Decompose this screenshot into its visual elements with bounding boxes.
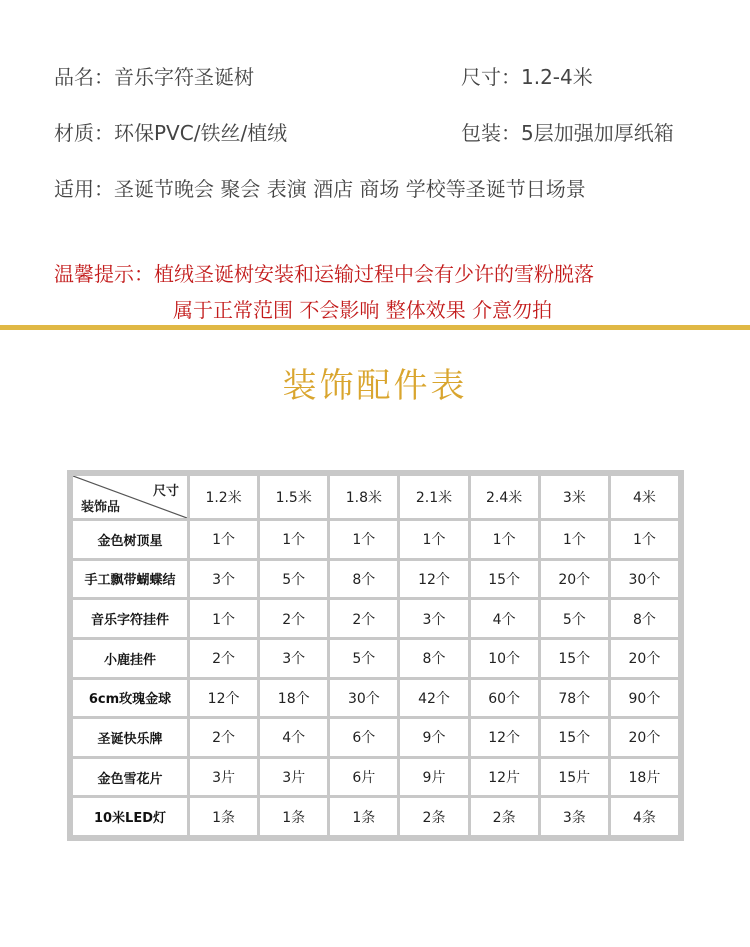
usage-label: 适用： <box>54 177 114 201</box>
table-cell: 90个 <box>611 680 678 717</box>
section-title: 装饰配件表 <box>282 366 468 406</box>
table-cell: 78个 <box>541 680 608 717</box>
notice-line-1: 温馨提示：植绒圣诞树安装和运输过程中会有少许的雪粉脱落 <box>54 262 594 286</box>
table-corner-cell <box>73 476 187 518</box>
table-cell: 3个 <box>400 600 467 637</box>
table-cell: 3个 <box>190 561 257 598</box>
table-cell: 8个 <box>611 600 678 637</box>
table-cell: 1个 <box>611 521 678 558</box>
column-header: 2.1米 <box>400 476 467 518</box>
usage-line <box>54 173 586 202</box>
table-cell: 6片 <box>330 759 397 796</box>
table-cell: 10个 <box>471 640 538 677</box>
table-cell: 12个 <box>190 680 257 717</box>
table-cell: 15个 <box>541 640 608 677</box>
column-header: 1.2米 <box>190 476 257 518</box>
table-row <box>73 719 678 756</box>
table-cell: 42个 <box>400 680 467 717</box>
table-cell: 1个 <box>260 521 327 558</box>
table-row <box>73 759 678 796</box>
row-item-name: 金色树顶星 <box>73 521 187 558</box>
table-cell: 18个 <box>260 680 327 717</box>
package-line <box>461 117 674 146</box>
size-value: 1.2-4米 <box>521 65 593 89</box>
size-label: 尺寸： <box>461 65 521 89</box>
table-cell: 60个 <box>471 680 538 717</box>
table-row <box>73 600 678 637</box>
row-item-name: 6cm玫瑰金球 <box>73 680 187 717</box>
usage-value: 圣诞节晚会 聚会 表演 酒店 商场 学校等圣诞节日场景 <box>114 177 586 201</box>
name-label: 品名： <box>54 65 114 89</box>
notice-line-2: 属于正常范围 不会影响 整体效果 介意勿拍 <box>173 298 553 322</box>
table-cell: 3片 <box>260 759 327 796</box>
corner-item-label: 装饰品 <box>81 500 121 515</box>
row-item-name: 音乐字符挂件 <box>73 600 187 637</box>
table-cell: 5个 <box>541 600 608 637</box>
column-header: 4米 <box>611 476 678 518</box>
table-cell: 3条 <box>541 798 608 835</box>
table-cell: 2条 <box>400 798 467 835</box>
table-row <box>73 680 678 717</box>
table-cell: 8个 <box>330 561 397 598</box>
corner-size-label: 尺寸 <box>152 484 179 499</box>
table-cell: 1个 <box>190 521 257 558</box>
table-cell: 1个 <box>330 521 397 558</box>
table-cell: 30个 <box>611 561 678 598</box>
row-item-name: 小鹿挂件 <box>73 640 187 677</box>
table-cell: 4个 <box>471 600 538 637</box>
accessory-table-frame <box>67 470 684 841</box>
table-cell: 12个 <box>400 561 467 598</box>
table-cell: 1条 <box>190 798 257 835</box>
table-cell: 2个 <box>330 600 397 637</box>
table-header-row <box>73 476 678 518</box>
row-item-name: 10米LED灯 <box>73 798 187 835</box>
table-cell: 9个 <box>400 719 467 756</box>
table-cell: 20个 <box>611 719 678 756</box>
table-cell: 18片 <box>611 759 678 796</box>
table-cell: 2个 <box>260 600 327 637</box>
table-cell: 12片 <box>471 759 538 796</box>
table-row <box>73 798 678 835</box>
package-label: 包装： <box>461 121 521 145</box>
table-cell: 20个 <box>541 561 608 598</box>
table-cell: 1个 <box>190 600 257 637</box>
table-row <box>73 561 678 598</box>
table-cell: 2个 <box>190 719 257 756</box>
row-item-name: 手工飘带蝴蝶结 <box>73 561 187 598</box>
column-header: 1.8米 <box>330 476 397 518</box>
table-cell: 30个 <box>330 680 397 717</box>
table-cell: 1个 <box>471 521 538 558</box>
package-value: 5层加强加厚纸箱 <box>521 121 674 145</box>
column-header: 1.5米 <box>260 476 327 518</box>
table-cell: 15个 <box>541 719 608 756</box>
table-cell: 6个 <box>330 719 397 756</box>
table-cell: 1条 <box>330 798 397 835</box>
accessory-table <box>70 473 681 838</box>
table-cell: 5个 <box>260 561 327 598</box>
table-cell: 5个 <box>330 640 397 677</box>
table-cell: 4个 <box>260 719 327 756</box>
material-line <box>54 117 287 146</box>
table-cell: 15个 <box>471 561 538 598</box>
table-cell: 2条 <box>471 798 538 835</box>
size-line <box>461 61 593 90</box>
table-cell: 4条 <box>611 798 678 835</box>
table-cell: 2个 <box>190 640 257 677</box>
table-cell: 15片 <box>541 759 608 796</box>
table-cell: 1个 <box>541 521 608 558</box>
table-cell: 12个 <box>471 719 538 756</box>
table-row <box>73 640 678 677</box>
column-header: 3米 <box>541 476 608 518</box>
table-cell: 8个 <box>400 640 467 677</box>
row-item-name: 圣诞快乐牌 <box>73 719 187 756</box>
gold-divider <box>0 325 750 330</box>
product-name-line <box>54 61 254 90</box>
row-item-name: 金色雪花片 <box>73 759 187 796</box>
column-header: 2.4米 <box>471 476 538 518</box>
table-row <box>73 521 678 558</box>
table-cell: 1条 <box>260 798 327 835</box>
table-cell: 9片 <box>400 759 467 796</box>
material-label: 材质： <box>54 121 114 145</box>
material-value: 环保PVC/铁丝/植绒 <box>114 121 288 145</box>
table-cell: 20个 <box>611 640 678 677</box>
table-cell: 3个 <box>260 640 327 677</box>
table-cell: 3片 <box>190 759 257 796</box>
name-value: 音乐字符圣诞树 <box>114 65 254 89</box>
table-cell: 1个 <box>400 521 467 558</box>
